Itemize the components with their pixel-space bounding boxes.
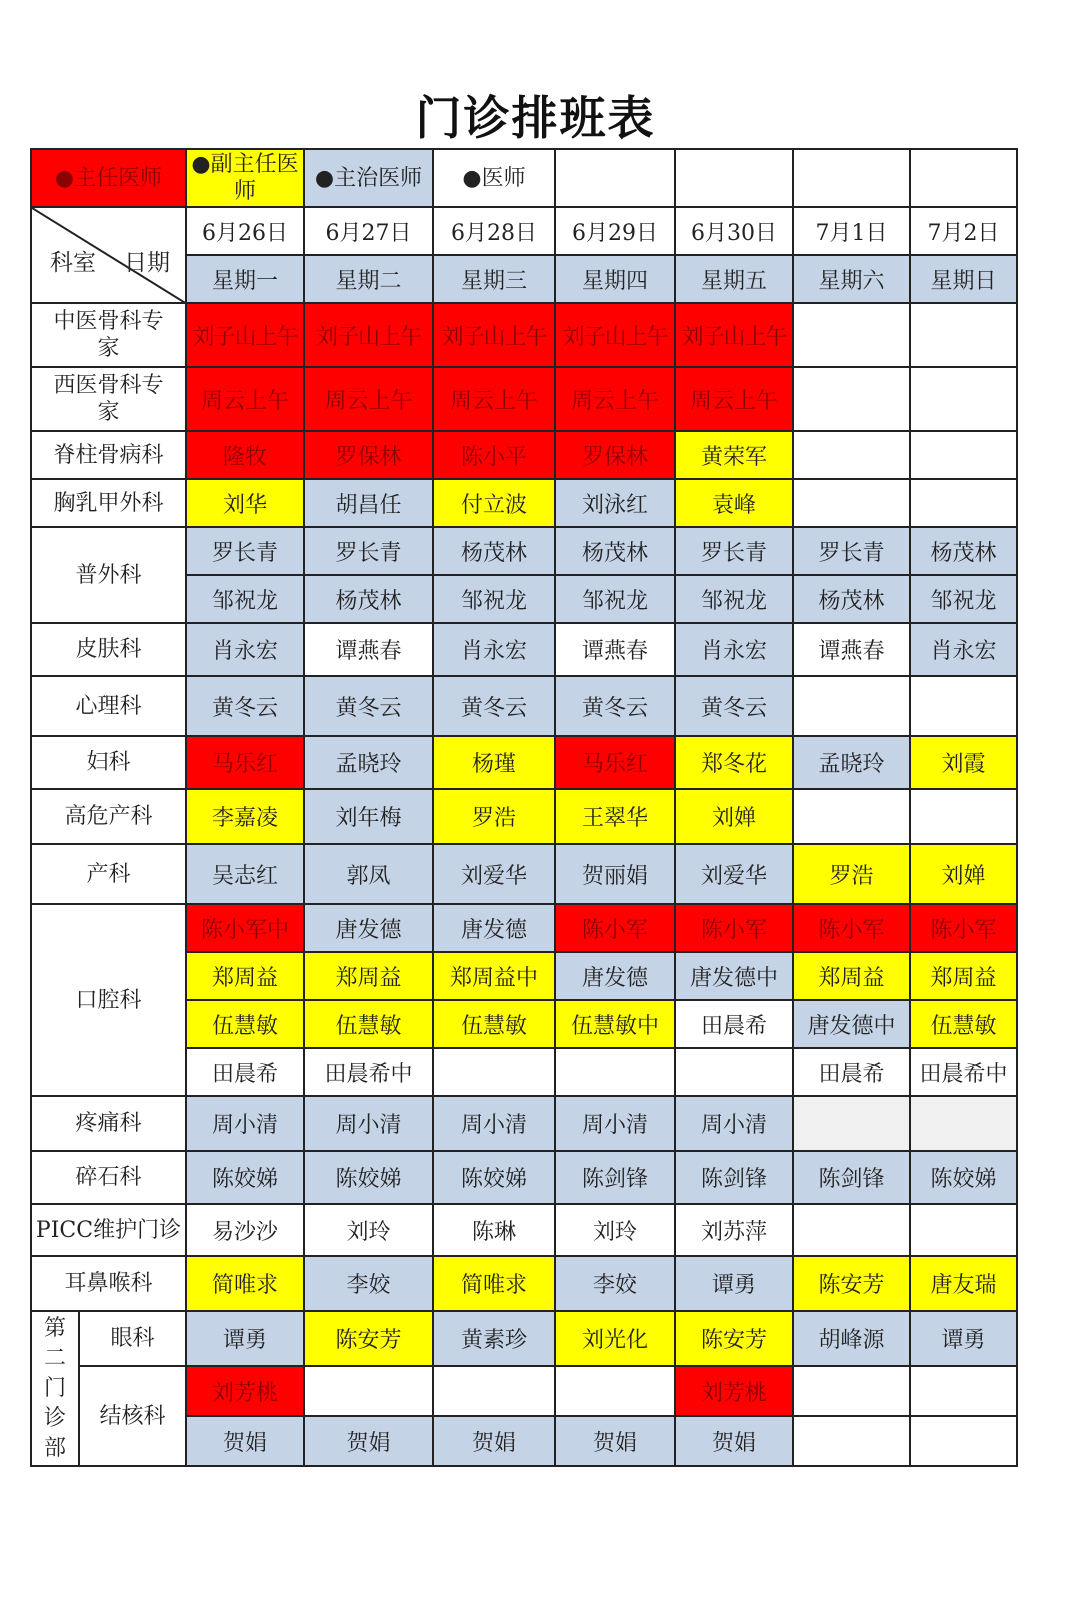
doctor-cell: 刘芳桃 [186,1366,304,1416]
legend-empty [555,149,675,207]
weekday-cell: 星期日 [910,255,1017,303]
doctor-cell [433,1366,555,1416]
legend-attending: ●主治医师 [304,149,433,207]
doctor-cell: 李姣 [304,1256,433,1311]
doctor-cell: 唐发德 [304,904,433,952]
schedule-row [31,527,1017,575]
doctor-cell: 陈姣娣 [304,1151,433,1204]
doctor-cell: 黄冬云 [675,676,793,736]
doctor-cell: 唐发德中 [793,1000,910,1048]
schedule-table [30,148,1018,1467]
doctor-cell: 隆牧 [186,431,304,479]
doctor-cell: 刘年梅 [304,789,433,844]
doctor-cell: 肖永宏 [186,623,304,676]
doctor-cell: 贺娟 [304,1416,433,1466]
doctor-cell: 肖永宏 [675,623,793,676]
doctor-cell [910,1204,1017,1256]
doctor-cell: 刘子山上午 [433,303,555,367]
doctor-cell: 刘芳桃 [675,1366,793,1416]
page-title: 门诊排班表 [415,91,656,145]
doctor-cell: 刘玲 [304,1204,433,1256]
doctor-cell [910,367,1017,431]
doctor-cell: 谭勇 [910,1311,1017,1366]
department-name: 产科 [31,844,186,904]
doctor-cell: 杨茂林 [910,527,1017,575]
doctor-cell: 马乐红 [555,736,675,789]
doctor-cell: 谭燕春 [555,623,675,676]
dept-header-label: 科室 [50,250,96,276]
doctor-cell: 罗长青 [186,527,304,575]
doctor-cell: 唐发德中 [675,952,793,1000]
doctor-cell: 郑周益 [186,952,304,1000]
doctor-cell: 陈姣娣 [910,1151,1017,1204]
doctor-cell: 田晨希 [675,1000,793,1048]
doctor-cell: 唐友瑞 [910,1256,1017,1311]
doctor-cell: 谭勇 [675,1256,793,1311]
doctor-cell: 田晨希 [793,1048,910,1096]
doctor-cell: 陈剑锋 [793,1151,910,1204]
doctor-cell: 罗浩 [793,844,910,904]
doctor-cell: 杨茂林 [433,527,555,575]
doctor-cell: 陈安芳 [675,1311,793,1366]
weekday-cell: 星期三 [433,255,555,303]
schedule-row [31,1311,1017,1366]
doctor-cell [793,303,910,367]
schedule-row [31,479,1017,527]
doctor-cell: 简唯求 [433,1256,555,1311]
department-name: 普外科 [31,527,186,623]
doctor-cell: 王翠华 [555,789,675,844]
doctor-cell: 付立波 [433,479,555,527]
second-clinic-label [31,1311,79,1466]
department-name: 中医骨科专家 [31,303,186,367]
doctor-cell: 陈小军中 [186,904,304,952]
doctor-cell: 罗保林 [304,431,433,479]
doctor-cell: 刘苏萍 [675,1204,793,1256]
doctor-cell: 黄冬云 [304,676,433,736]
doctor-cell: 贺娟 [675,1416,793,1466]
department-name: 皮肤科 [31,623,186,676]
schedule-row [31,676,1017,736]
doctor-cell: 周云上午 [555,367,675,431]
schedule-row [31,1204,1017,1256]
doctor-cell: 李姣 [555,1256,675,1311]
doctor-cell: 贺娟 [186,1416,304,1466]
doctor-cell: 刘霞 [910,736,1017,789]
weekday-cell: 星期四 [555,255,675,303]
doctor-cell: 郑冬花 [675,736,793,789]
doctor-cell: 陈安芳 [304,1311,433,1366]
legend-row [31,149,1017,207]
second-clinic-text: 第二门诊部 [43,1315,66,1461]
doctor-cell: 周云上午 [186,367,304,431]
doctor-cell: 刘光化 [555,1311,675,1366]
doctor-cell: 易沙沙 [186,1204,304,1256]
doctor-cell: 郭凤 [304,844,433,904]
department-name: 西医骨科专家 [31,367,186,431]
doctor-cell [910,479,1017,527]
date-cell: 6月30日 [675,207,793,255]
doctor-cell [910,676,1017,736]
doctor-cell: 刘爱华 [433,844,555,904]
department-name: 眼科 [79,1311,186,1366]
legend-chief: ●主任医师 [31,149,186,207]
doctor-cell: 谭燕春 [793,623,910,676]
doctor-cell: 贺娟 [433,1416,555,1466]
doctor-cell: 胡峰源 [793,1311,910,1366]
doctor-cell: 陈小军 [793,904,910,952]
doctor-cell: 周云上午 [675,367,793,431]
department-name: 结核科 [79,1366,186,1466]
doctor-cell: 黄素珍 [433,1311,555,1366]
doctor-cell: 伍慧敏 [910,1000,1017,1048]
doctor-cell: 陈姣娣 [433,1151,555,1204]
doctor-cell: 杨茂林 [793,575,910,623]
department-name: 口腔科 [31,904,186,1096]
department-name: 妇科 [31,736,186,789]
doctor-cell: 陈姣娣 [186,1151,304,1204]
doctor-cell: 周云上午 [433,367,555,431]
doctor-cell: 田晨希中 [304,1048,433,1096]
doctor-cell: 贺丽娟 [555,844,675,904]
date-cell: 6月29日 [555,207,675,255]
doctor-cell: 陈琳 [433,1204,555,1256]
doctor-cell [793,431,910,479]
doctor-cell: 陈小军 [555,904,675,952]
legend-empty [910,149,1017,207]
doctor-cell: 周小清 [186,1096,304,1151]
doctor-cell: 陈小军 [675,904,793,952]
department-name: 碎石科 [31,1151,186,1204]
doctor-cell: 罗保林 [555,431,675,479]
legend-empty [675,149,793,207]
doctor-cell [793,1204,910,1256]
doctor-cell: 刘婵 [910,844,1017,904]
doctor-cell: 杨茂林 [555,527,675,575]
doctor-cell [910,1416,1017,1466]
schedule-row [31,367,1017,431]
doctor-cell [793,367,910,431]
schedule-row [31,623,1017,676]
doctor-cell: 邹祝龙 [186,575,304,623]
doctor-cell: 刘子山上午 [675,303,793,367]
doctor-cell [793,676,910,736]
doctor-cell: 刘玲 [555,1204,675,1256]
doctor-cell: 伍慧敏 [433,1000,555,1048]
department-name: 耳鼻喉科 [31,1256,186,1311]
department-name: 高危产科 [31,789,186,844]
doctor-cell: 袁峰 [675,479,793,527]
header-corner [31,207,186,303]
doctor-cell [910,303,1017,367]
weekday-cell: 星期五 [675,255,793,303]
department-name: 脊柱骨病科 [31,431,186,479]
doctor-cell: 刘泳红 [555,479,675,527]
doctor-cell: 唐发德 [555,952,675,1000]
doctor-cell: 谭勇 [186,1311,304,1366]
schedule-row [31,431,1017,479]
doctor-cell: 杨瑾 [433,736,555,789]
doctor-cell: 陈剑锋 [555,1151,675,1204]
doctor-cell: 黄冬云 [555,676,675,736]
schedule-row [31,736,1017,789]
doctor-cell: 孟晓玲 [793,736,910,789]
doctor-cell: 黄荣军 [675,431,793,479]
doctor-cell: 田晨希 [186,1048,304,1096]
doctor-cell [793,1366,910,1416]
doctor-cell: 黄冬云 [433,676,555,736]
schedule-row [31,1366,1017,1416]
date-row [31,207,1017,255]
doctor-cell: 周小清 [304,1096,433,1151]
doctor-cell [910,789,1017,844]
doctor-cell: 马乐红 [186,736,304,789]
date-header-label: 日期 [124,250,170,276]
doctor-cell: 贺娟 [555,1416,675,1466]
schedule-row [31,1151,1017,1204]
doctor-cell: 孟晓玲 [304,736,433,789]
doctor-cell: 邹祝龙 [555,575,675,623]
date-cell: 6月28日 [433,207,555,255]
doctor-cell: 郑周益中 [433,952,555,1000]
doctor-cell: 刘爱华 [675,844,793,904]
doctor-cell: 田晨希中 [910,1048,1017,1096]
department-name: 心理科 [31,676,186,736]
doctor-cell: 周云上午 [304,367,433,431]
schedule-row [31,1256,1017,1311]
schedule-row [31,1096,1017,1151]
doctor-cell: 刘子山上午 [555,303,675,367]
doctor-cell [910,431,1017,479]
schedule-row [31,844,1017,904]
doctor-cell [793,1416,910,1466]
doctor-cell: 肖永宏 [433,623,555,676]
doctor-cell: 周小清 [675,1096,793,1151]
date-cell: 6月27日 [304,207,433,255]
doctor-cell: 邹祝龙 [675,575,793,623]
doctor-cell: 陈安芳 [793,1256,910,1311]
doctor-cell: 黄冬云 [186,676,304,736]
department-name: 胸乳甲外科 [31,479,186,527]
weekday-cell: 星期一 [186,255,304,303]
doctor-cell: 简唯求 [186,1256,304,1311]
schedule-row [31,789,1017,844]
doctor-cell: 郑周益 [793,952,910,1000]
legend-empty [793,149,910,207]
doctor-cell [793,479,910,527]
doctor-cell: 郑周益 [304,952,433,1000]
doctor-cell [793,1096,910,1151]
doctor-cell: 肖永宏 [910,623,1017,676]
doctor-cell [910,1096,1017,1151]
doctor-cell: 邹祝龙 [910,575,1017,623]
doctor-cell: 邹祝龙 [433,575,555,623]
doctor-cell [675,1048,793,1096]
legend-resident: ●医师 [433,149,555,207]
doctor-cell: 罗长青 [304,527,433,575]
doctor-cell: 谭燕春 [304,623,433,676]
department-name: 疼痛科 [31,1096,186,1151]
doctor-cell: 吴志红 [186,844,304,904]
doctor-cell: 胡昌任 [304,479,433,527]
doctor-cell [304,1366,433,1416]
doctor-cell [555,1048,675,1096]
doctor-cell [433,1048,555,1096]
doctor-cell: 罗长青 [793,527,910,575]
doctor-cell [793,789,910,844]
doctor-cell: 刘婵 [675,789,793,844]
schedule-row [31,904,1017,952]
doctor-cell: 刘子山上午 [304,303,433,367]
legend-associate-chief: ●副主任医师 [186,149,304,207]
date-cell: 7月2日 [910,207,1017,255]
doctor-cell: 伍慧敏中 [555,1000,675,1048]
doctor-cell: 刘子山上午 [186,303,304,367]
schedule-row [31,303,1017,367]
doctor-cell: 陈小平 [433,431,555,479]
doctor-cell: 郑周益 [910,952,1017,1000]
doctor-cell [910,1366,1017,1416]
doctor-cell: 陈小军 [910,904,1017,952]
doctor-cell: 罗长青 [675,527,793,575]
doctor-cell: 杨茂林 [304,575,433,623]
doctor-cell: 李嘉凌 [186,789,304,844]
doctor-cell: 刘华 [186,479,304,527]
doctor-cell: 伍慧敏 [304,1000,433,1048]
date-cell: 6月26日 [186,207,304,255]
doctor-cell: 伍慧敏 [186,1000,304,1048]
doctor-cell: 罗浩 [433,789,555,844]
doctor-cell: 周小清 [433,1096,555,1151]
doctor-cell: 陈剑锋 [675,1151,793,1204]
weekday-cell: 星期六 [793,255,910,303]
doctor-cell [555,1366,675,1416]
date-cell: 7月1日 [793,207,910,255]
doctor-cell: 周小清 [555,1096,675,1151]
weekday-cell: 星期二 [304,255,433,303]
department-name: PICC维护门诊 [31,1204,186,1256]
doctor-cell: 唐发德 [433,904,555,952]
